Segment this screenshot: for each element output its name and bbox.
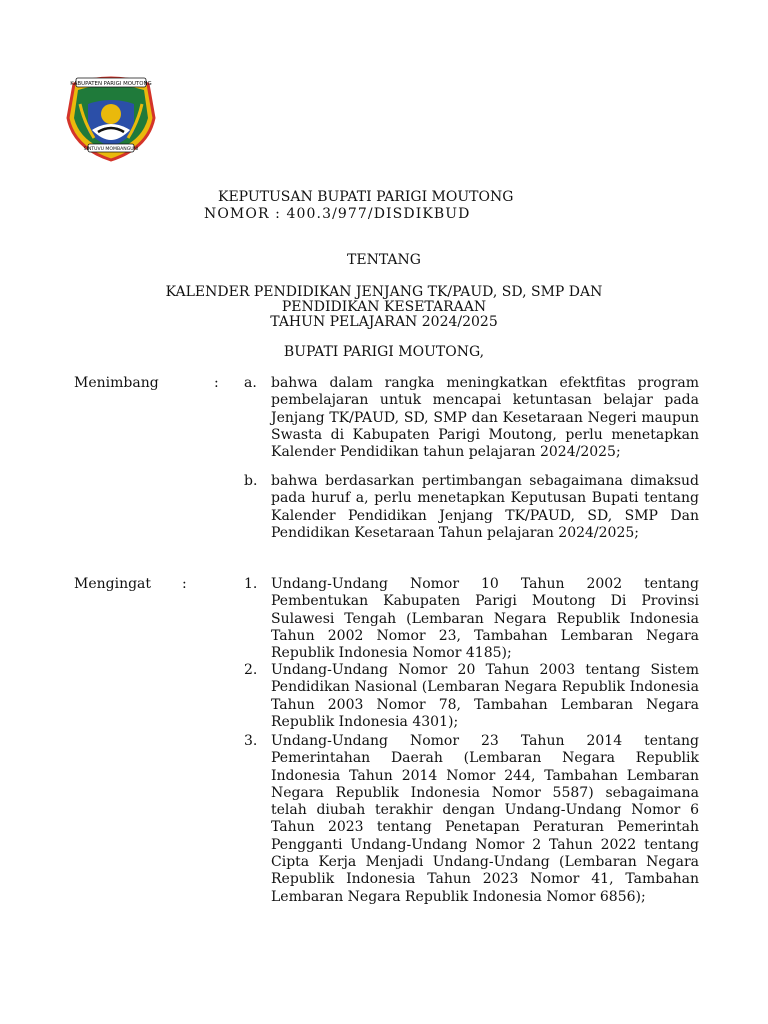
- subject-line-1: KALENDER PENDIDIKAN JENJANG TK/PAUD, SD, SMP DAN: [165, 284, 603, 300]
- menimbang-item-a: [244, 375, 699, 461]
- mengingat-item-2: [244, 662, 699, 731]
- decree-title: KEPUTUSAN BUPATI PARIGI MOUTONG: [218, 189, 514, 205]
- item-marker: a.: [244, 375, 257, 391]
- menimbang-item-b: [244, 473, 699, 542]
- subject-line-3: TAHUN PELAJARAN 2024/2025: [270, 314, 498, 330]
- item-text: bahwa dalam rangka meningkatkan efektfitas program pembelajaran untuk mencapai ketuntasan belajar pada Jenjang TK/PAUD, SD, SMP dan Kesetaraan Negeri maupun Swasta di Kabupaten Parigi Moutong, perlu menetapkan Kalender Pendidikan tahun pelajaran 2024/2025;: [271, 375, 699, 461]
- decree-number: NOMOR : 400.3/977/DISDIKBUD: [204, 206, 471, 222]
- item-marker: 3.: [244, 733, 258, 749]
- item-marker: 2.: [244, 662, 258, 678]
- item-text: Undang-Undang Nomor 20 Tahun 2003 tentang Sistem Pendidikan Nasional (Lembaran Negara Republik Indonesia Tahun 2003 Nomor 78, Tambahan Lembaran Negara Republik Indonesia 4301);: [271, 662, 699, 730]
- mengingat-item-3: [244, 733, 699, 906]
- item-text: bahwa berdasarkan pertimbangan sebagaimana dimaksud pada huruf a, perlu menetapkan Keputusan Bupati tentang Kalender Pendidikan Jenjang TK/PAUD, SD, SMP Dan Pendidikan Kesetaraan Tahun pelajaran 2024/2025;: [271, 473, 699, 541]
- mengingat-colon: :: [182, 576, 187, 592]
- regency-emblem: [62, 74, 160, 162]
- item-marker: b.: [244, 473, 258, 489]
- emblem-banner-text: KABUPATEN PARIGI MOUTONG: [70, 81, 152, 87]
- authority-heading: BUPATI PARIGI MOUTONG,: [283, 344, 485, 360]
- mengingat-item-1: [244, 576, 699, 662]
- item-text: Undang-Undang Nomor 10 Tahun 2002 tentang Pembentukan Kabupaten Parigi Moutong Di Provinsi Sulawesi Tengah (Lembaran Negara Republik Indonesia Tahun 2002 Nomor 23, Tambahan Lembaran Negara Republik Indonesia Nomor 4185);: [271, 576, 699, 662]
- emblem-motto-text: SINTUVU MOMBANGUNI: [83, 147, 139, 152]
- menimbang-label: Menimbang: [74, 375, 159, 391]
- tentang-heading: TENTANG: [347, 252, 421, 268]
- item-text: Undang-Undang Nomor 23 Tahun 2014 tentang Pemerintahan Daerah (Lembaran Negara Republik Indonesia Tahun 2014 Nomor 244, Tambahan Lembaran Negara Republik Indonesia Nomor 5587) sebagaimana telah diubah terakhir dengan Undang-Undang Nomor 6 Tahun 2023 tentang Penetapan Peraturan Pemerintah Pengganti Undang-Undang Nomor 2 Tahun 2022 tentang Cipta Kerja Menjadi Undang-Undang (Lembaran Negara Republik Indonesia Tahun 2023 Nomor 41, Tambahan Lembaran Negara Republik Indonesia Nomor 6856);: [271, 733, 699, 905]
- item-marker: 1.: [244, 576, 258, 592]
- mengingat-label: Mengingat: [74, 576, 152, 592]
- menimbang-colon: :: [214, 375, 219, 391]
- subject-line-2: PENDIDIKAN KESETARAAN: [281, 299, 487, 315]
